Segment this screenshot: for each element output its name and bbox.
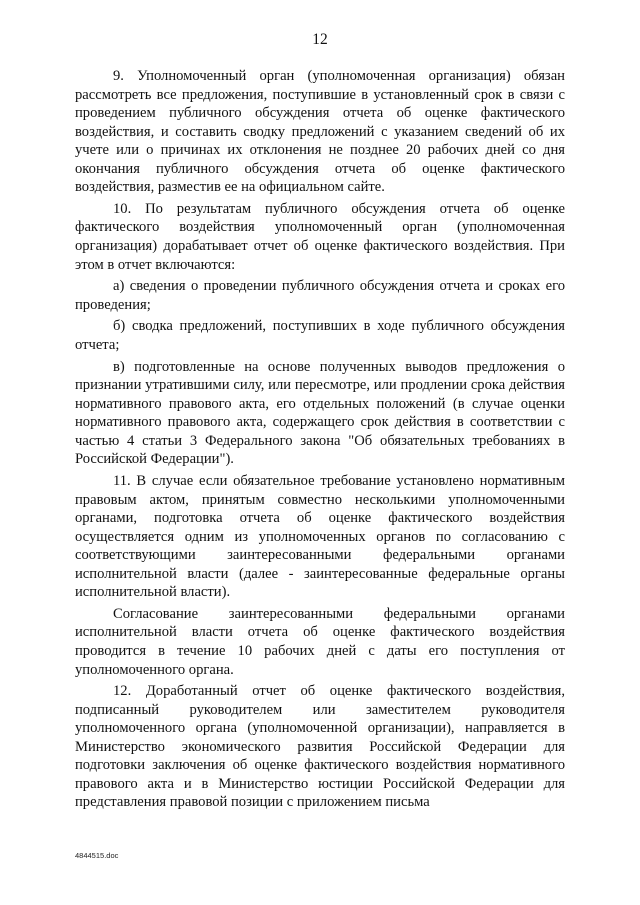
document-body xyxy=(75,67,565,815)
file-name-footer: 4844515.doc xyxy=(75,851,119,860)
paragraph-11: 11. В случае если обязательное требование установлено нормативным правовым актом, принятым совместно несколькими уполномоченными органами, подготовка отчета об оценке фактического воздействия осуществляется одним из уполномоченных органов по согласованию с соответствующими заинтересованными федеральными органами исполнительной власти (далее - заинтересованные федеральные органы исполнительной власти). xyxy=(75,472,565,601)
paragraph-10-item-c: в) подготовленные на основе полученных выводов предложения о признании утратившими силу, или пересмотре, или продлении срока действия нормативного правового акта, его отдельных положений (в случае оценки нормативного правового акта, содержащего срок действия в соответствии с частью 4 статьи 3 Федерального закона "Об обязательных требованиях в Российской Федерации"). xyxy=(75,358,565,468)
paragraph-12: 12. Доработанный отчет об оценке фактического воздействия, подписанный руководителем или заместителем руководителя уполномоченного органа (уполномоченной организации), направляется в Министерство экономического развития Российской Федерации для подготовки заключения об оценке фактического воздействия нормативного правового акта и в Министерство юстиции Российской Федерации для представления правовой позиции с приложением письма xyxy=(75,683,565,811)
paragraph-9: 9. Уполномоченный орган (уполномоченная организация) обязан рассмотреть все предложения, поступившие в установленный срок в связи с проведением публичного обсуждения отчета об оценке фактического воздействия, и составить сводку предложений с указанием сведений об их учете или о причинах их отклонения не позднее 20 рабочих дней со дня окончания публичного обсуждения отчета об оценке фактического воздействия, разместив ее на официальном сайте. xyxy=(75,68,565,196)
paragraph-10: 10. По результатам публичного обсуждения отчета об оценке фактического воздействия уполномоченный орган (уполномоченная организация) дорабатывает отчет об оценке фактического воздействия. При этом в отчет включаются: xyxy=(75,200,565,273)
paragraph-11-approval: Согласование заинтересованными федеральными органами исполнительной власти отчета об оценке фактического воздействия проводится в течение 10 рабочих дней с даты его поступления от уполномоченного органа. xyxy=(75,605,565,678)
paragraph-10-item-a: а) сведения о проведении публичного обсуждения отчета и сроках его проведения; xyxy=(75,278,565,313)
paragraph-10-item-b: б) сводка предложений, поступивших в ходе публичного обсуждения отчета; xyxy=(75,318,565,353)
page-number: 12 xyxy=(312,31,328,48)
